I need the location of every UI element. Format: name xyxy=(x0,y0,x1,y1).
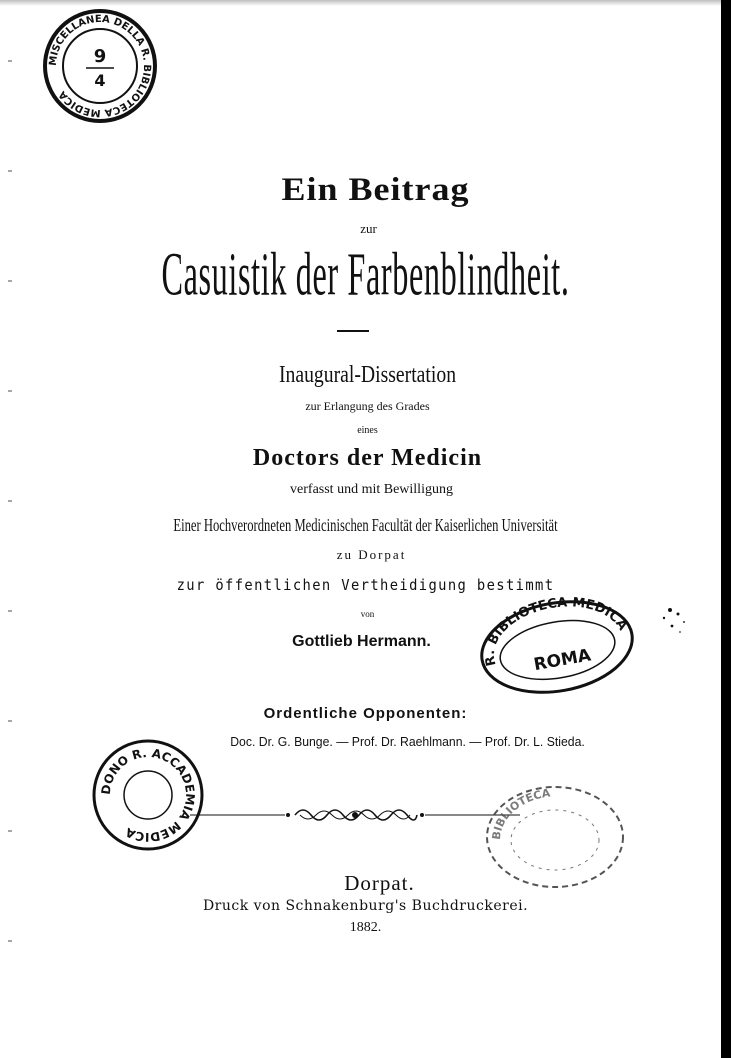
stamp-number: 9 xyxy=(93,46,107,67)
faded-stamp-ring: BIBLIOTECA xyxy=(489,786,552,841)
title-subtitle: Casuistik der Farbenblindheit. xyxy=(161,241,570,309)
dissertation-location: zu Dorpat xyxy=(336,547,407,562)
roma-stamp-ring: R. BIBLIOTECA MEDICA xyxy=(482,595,631,668)
accademia-ring-text: DONO R. ACCADEMIA MEDICA xyxy=(98,745,198,845)
opponents-heading: Ordentliche Opponenten: xyxy=(263,705,468,722)
dissertation-article: eines xyxy=(357,425,378,436)
roma-stamp-center: ROMA xyxy=(532,645,593,676)
library-stamp-roma xyxy=(472,592,642,702)
imprint-place: Dorpat. xyxy=(344,871,415,895)
svg-text:DONO R. ACCADEMIA MEDICA xyxy=(99,746,198,844)
accademia-stamp xyxy=(88,735,208,855)
dissertation-degree: Doctors der Medicin xyxy=(252,445,483,471)
imprint-year: 1882. xyxy=(349,920,382,935)
library-stamp-top-left xyxy=(40,6,160,126)
stamp-subnumber: 4 xyxy=(94,71,106,90)
dissertation-faculty: Einer Hochverordneten Medicinischen Facultät der Kaiserlichen Universität xyxy=(173,515,558,535)
opponents-list: Doc. Dr. G. Bunge. — Prof. Dr. Raehlmann. — Prof. Dr. L. Stieda. xyxy=(230,734,585,749)
title-connector: zur xyxy=(360,221,377,236)
dissertation-purpose: zur Erlangung des Grades xyxy=(305,399,430,413)
dissertation-heading: Inaugural-Dissertation xyxy=(278,362,457,388)
dissertation-written: verfasst und mit Bewilligung xyxy=(290,482,453,497)
dissertation-defense: zur öffentlichen Vertheidigung bestimmt xyxy=(176,576,555,594)
stamp-ring-text: MISCELLANEA DELLA R. BIBLIOTECA MEDICA xyxy=(47,13,153,119)
ornamental-rule xyxy=(190,800,520,830)
author-name: Gottlieb Hermann. xyxy=(292,633,431,650)
imprint-printer: Druck von Schnakenburg's Buchdruckerei. xyxy=(202,898,529,914)
title-divider xyxy=(337,330,369,332)
title-main: Ein Beitrag xyxy=(281,171,470,207)
dissertation-by: von xyxy=(360,609,375,619)
ink-specks xyxy=(650,600,700,650)
